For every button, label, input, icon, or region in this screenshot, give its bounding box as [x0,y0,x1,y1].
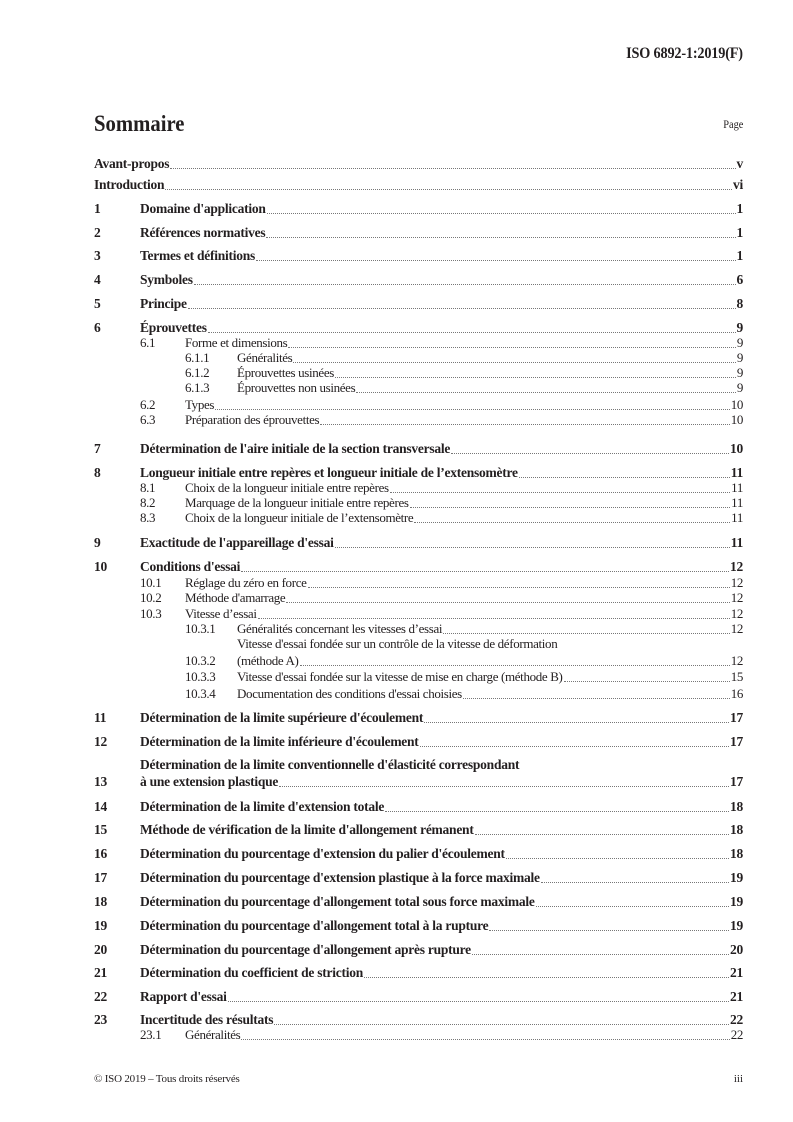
toc-entry-page[interactable]: 1 [736,225,743,240]
document-id: ISO 6892-1:2019(F) [626,45,743,62]
toc-entry-number: 6.1.3 [185,380,210,395]
dot-leader [279,786,729,787]
toc-entry-page[interactable]: 12 [730,559,743,574]
dot-leader [208,332,736,333]
toc-entry-label[interactable]: Détermination de l'aire initiale de la section transversale [140,441,451,456]
toc-entry[interactable] [94,918,743,934]
toc-entry-label[interactable]: Vitesse d’essai [185,606,257,621]
toc-entry-page[interactable]: 17 [730,734,743,749]
dot-leader [410,507,731,508]
toc-entry-label[interactable]: Éprouvettes non usinées [237,380,356,395]
dot-leader [390,492,730,493]
dot-leader [451,453,729,454]
toc-entry-page[interactable]: 9 [736,350,743,365]
toc-entry-number: 18 [94,894,107,909]
toc-entry[interactable] [94,621,743,637]
toc-entry-label[interactable]: Détermination du pourcentage d'extension du palier d'écoulement [140,846,505,861]
dot-leader [335,377,736,378]
toc-entry-page[interactable]: 12 [730,590,743,605]
toc-entry-label[interactable]: Forme et dimensions [185,335,288,350]
toc-entry[interactable] [94,272,743,288]
toc-entry-page[interactable]: 18 [730,846,743,861]
dot-leader [194,284,736,285]
toc-entry-number: 2 [94,225,101,240]
dot-leader [356,392,736,393]
toc-entry-page[interactable]: 1 [736,248,743,263]
toc-entry-label[interactable]: Avant-propos [94,156,170,171]
dot-leader [475,834,729,835]
toc-entry-label[interactable]: Longueur initiale entre repères et longueur initiale de l’extensomètre [140,465,518,480]
toc-entry-page[interactable]: v [736,156,743,171]
toc-entry[interactable] [94,510,743,526]
dot-leader [472,954,729,955]
toc-entry[interactable] [94,669,743,685]
toc-entry-number: 5 [94,296,101,311]
toc-entry[interactable] [94,535,743,551]
toc-entry[interactable] [94,495,743,511]
toc-entry-number: 23.1 [140,1027,162,1042]
toc-entry-label[interactable]: Rapport d'essai [140,989,227,1004]
toc-entry-label[interactable]: Éprouvettes usinées [237,365,334,380]
toc-entry-label[interactable]: Détermination du pourcentage d'extension plastique à la force maximale [140,870,540,885]
toc-entry-page[interactable]: 15 [730,669,743,684]
dot-leader [266,237,735,238]
toc-entry-page[interactable]: 11 [731,495,743,510]
dot-leader [286,602,729,603]
toc-entry-label[interactable]: Détermination de la limite d'extension totale [140,799,385,814]
toc-entry[interactable] [94,686,743,702]
toc-entry-label[interactable]: Références normatives [140,225,266,240]
toc-entry-page[interactable]: 17 [730,774,743,789]
toc-entry-label[interactable]: Méthode de vérification de la limite d'allongement rémanent [140,822,474,837]
toc-entry-label[interactable]: (méthode A) [237,653,299,668]
toc-entry-number: 15 [94,822,107,837]
toc-entry-number: 20 [94,942,107,957]
toc-entry-number: 10.3.2 [185,653,216,668]
toc-entry-page[interactable]: 11 [730,535,743,550]
toc-entry-page[interactable]: 22 [730,1012,743,1027]
toc-entry-page[interactable]: 9 [736,365,743,380]
toc-entry-label[interactable]: Éprouvettes [140,320,207,335]
dot-leader [228,1001,729,1002]
toc-entry-label[interactable]: Généralités [237,350,293,365]
toc-entry-number: 6.2 [140,397,156,412]
toc-entry[interactable] [94,734,743,750]
toc-entry-label[interactable]: Documentation des conditions d'essai choisies [237,686,462,701]
dot-leader [506,858,729,859]
toc-entry-label[interactable]: Détermination du coefficient de striction [140,965,363,980]
toc-entry-number: 10.1 [140,575,162,590]
toc-entry-label[interactable]: Choix de la longueur initiale entre repères [185,480,389,495]
toc-entry[interactable] [94,799,743,815]
toc-entry-label[interactable]: Termes et définitions [140,248,255,263]
toc-entry-label[interactable]: Détermination de la limite supérieure d'écoulement [140,710,424,725]
toc-entry[interactable] [94,380,743,396]
toc-entry-page[interactable]: 10 [730,441,743,456]
toc-entry[interactable] [94,397,743,413]
toc-entry[interactable] [94,1027,743,1043]
dot-leader [335,547,730,548]
toc-entry-number: 6.3 [140,412,156,427]
toc-entry-label-line1[interactable]: Vitesse d'essai fondée sur un contrôle de la vitesse de déformation [237,636,558,651]
dot-leader [241,571,729,572]
toc-entry-number: 8.1 [140,480,156,495]
toc-entry-page[interactable]: 18 [730,822,743,837]
toc-entry-label[interactable]: Généralités [185,1027,241,1042]
toc-entry[interactable] [94,774,743,790]
dot-leader [541,882,729,883]
dot-leader [414,522,730,523]
toc-entry-label[interactable]: Choix de la longueur initiale de l’extensomètre [185,510,414,525]
toc-entry-number: 12 [94,734,107,749]
toc-entry-page[interactable]: 8 [736,296,743,311]
dot-leader [519,477,730,478]
toc-entry-page[interactable]: 22 [730,1027,743,1042]
dot-leader [364,977,729,978]
toc-entry-number: 6.1.2 [185,365,210,380]
dot-leader [536,906,729,907]
dot-leader [424,722,729,723]
dot-leader [308,587,730,588]
toc-entry-number: 22 [94,989,107,1004]
toc-entry[interactable] [94,942,743,958]
toc-entry-number: 8 [94,465,101,480]
toc-entry-label[interactable]: Vitesse d'essai fondée sur la vitesse de mise en charge (méthode B) [237,669,563,684]
toc-entry-page[interactable]: 19 [730,870,743,885]
toc-entry[interactable] [94,710,743,726]
toc-entry-page[interactable]: 11 [731,510,743,525]
toc-entry[interactable] [94,606,743,622]
toc-entry-label-line1[interactable]: Détermination de la limite conventionnelle d'élasticité correspondant [140,757,520,772]
dot-leader [288,347,735,348]
toc-entry-number: 13 [94,774,107,789]
toc-entry-number: 6.1.1 [185,350,210,365]
dot-leader [489,930,729,931]
toc-entry-label[interactable]: Détermination de la limite inférieure d'écoulement [140,734,419,749]
toc-entry-page[interactable]: 12 [730,621,743,636]
toc-entry[interactable] [94,225,743,241]
toc-entry[interactable] [94,846,743,862]
toc-entry[interactable] [94,822,743,838]
toc-entry[interactable] [94,248,743,264]
toc-entry-number: 6.1 [140,335,156,350]
toc-entry[interactable] [94,590,743,606]
toc-entry-number: 8.2 [140,495,156,510]
toc-entry[interactable] [94,177,743,193]
dot-leader [188,308,736,309]
toc-entry-number: 4 [94,272,101,287]
toc-entry-page[interactable]: 9 [736,380,743,395]
toc-entry-page[interactable]: 6 [736,272,743,287]
toc-entry-page[interactable]: 11 [730,465,743,480]
toc-entry-label[interactable]: Réglage du zéro en force [185,575,307,590]
dot-leader [320,424,729,425]
toc-entry-label[interactable]: Généralités concernant les vitesses d’essai [237,621,443,636]
page-column-label: Page [722,119,743,131]
toc-entry-number: 8.3 [140,510,156,525]
dot-leader [215,409,730,410]
toc-entry[interactable] [94,201,743,217]
page-title: Sommaire [94,111,185,136]
toc-entry[interactable] [94,465,743,481]
toc-entry[interactable] [94,156,743,172]
toc-entry[interactable] [94,350,743,366]
toc-entry-number: 17 [94,870,107,885]
toc-entry-label[interactable]: Symboles [140,272,193,287]
toc-entry[interactable] [94,296,743,312]
toc-entry-number: 14 [94,799,107,814]
toc-entry[interactable] [94,1012,743,1028]
toc-entry-label[interactable]: Conditions d'essai [140,559,241,574]
toc-entry[interactable] [94,870,743,886]
toc-entry-number: 3 [94,248,101,263]
toc-entry-number: 6 [94,320,101,335]
toc-entry-page[interactable]: 19 [730,894,743,909]
toc-entry-page[interactable]: 21 [730,989,743,1004]
dot-leader [267,213,736,214]
toc-entry-number: 10.3.3 [185,669,216,684]
toc-entry-page[interactable]: 10 [730,412,743,427]
toc-entry[interactable] [94,559,743,575]
toc-entry-label[interactable]: Exactitude de l'appareillage d'essai [140,535,334,550]
dot-leader [241,1039,729,1040]
toc-entry-page[interactable]: 10 [730,397,743,412]
toc-entry[interactable] [94,480,743,496]
dot-leader [256,260,736,261]
toc-entry[interactable] [94,965,743,981]
toc-entry-page[interactable]: 9 [736,320,743,335]
footer-copyright: © ISO 2019 – Tous droits réservés [94,1073,240,1085]
toc-entry-label[interactable]: Méthode d'amarrage [185,590,286,605]
toc-entry-page[interactable]: 1 [736,201,743,216]
toc-entry-label[interactable]: Marquage de la longueur initiale entre repères [185,495,409,510]
toc-entry-page[interactable]: 9 [736,335,743,350]
toc-entry-number: 16 [94,846,107,861]
toc-entry-page[interactable]: 16 [730,686,743,701]
toc-entry-page[interactable]: 18 [730,799,743,814]
toc-entry-number: 11 [94,710,107,725]
toc-entry-label[interactable]: Préparation des éprouvettes [185,412,320,427]
toc-entry-number: 10.3.1 [185,621,216,636]
dot-leader [165,189,732,190]
toc-entry-number: 10.3.4 [185,686,216,701]
toc-entry-page[interactable]: 21 [730,965,743,980]
toc-entry-number: 1 [94,201,101,216]
toc-entry-label[interactable]: Principe [140,296,187,311]
toc-entry-page[interactable]: 11 [731,480,743,495]
dot-leader [463,698,730,699]
toc-entry-page[interactable]: 12 [730,653,743,668]
toc-entry-page[interactable]: 20 [730,942,743,957]
toc-entry[interactable] [94,441,743,457]
toc-entry-label[interactable]: à une extension plastique [140,774,279,789]
toc-entry-label[interactable]: Domaine d'application [140,201,266,216]
toc-entry[interactable] [94,894,743,910]
toc-entry[interactable] [94,335,743,351]
toc-entry[interactable] [94,365,743,381]
toc-entry-number: 10.3 [140,606,162,621]
toc-entry-number: 23 [94,1012,107,1027]
dot-leader [420,746,729,747]
toc-entry-page[interactable]: 17 [730,710,743,725]
dot-leader [170,168,735,169]
dot-leader [564,681,730,682]
toc-entry-page[interactable]: 12 [730,606,743,621]
dot-leader [385,811,729,812]
toc-entry-number: 10.2 [140,590,162,605]
toc-entry-label[interactable]: Détermination du pourcentage d'allongement après rupture [140,942,471,957]
toc-entry[interactable] [94,412,743,428]
dot-leader [274,1024,729,1025]
toc-entry-page[interactable]: 12 [730,575,743,590]
toc-entry-number: 21 [94,965,107,980]
dot-leader [293,362,736,363]
footer-page-number: iii [733,1073,743,1085]
toc-entry-label[interactable]: Détermination du pourcentage d'allongement total à la rupture [140,918,489,933]
dot-leader [258,618,730,619]
toc-entry-number: 19 [94,918,107,933]
toc-entry-label[interactable]: Détermination du pourcentage d'allongement total sous force maximale [140,894,535,909]
dot-leader [300,665,730,666]
toc-entry[interactable] [94,653,743,669]
toc-entry[interactable] [94,989,743,1005]
toc-entry[interactable] [94,575,743,591]
toc-entry-page[interactable]: vi [732,177,743,192]
toc-entry-label[interactable]: Types [185,397,215,412]
toc-entry-label[interactable]: Incertitude des résultats [140,1012,274,1027]
toc-entry-number: 9 [94,535,101,550]
toc-entry-page[interactable]: 19 [730,918,743,933]
toc-entry-number: 10 [94,559,107,574]
toc-entry-label[interactable]: Introduction [94,177,165,192]
toc-entry-number: 7 [94,441,101,456]
dot-leader [443,633,730,634]
toc-entry[interactable] [94,320,743,336]
